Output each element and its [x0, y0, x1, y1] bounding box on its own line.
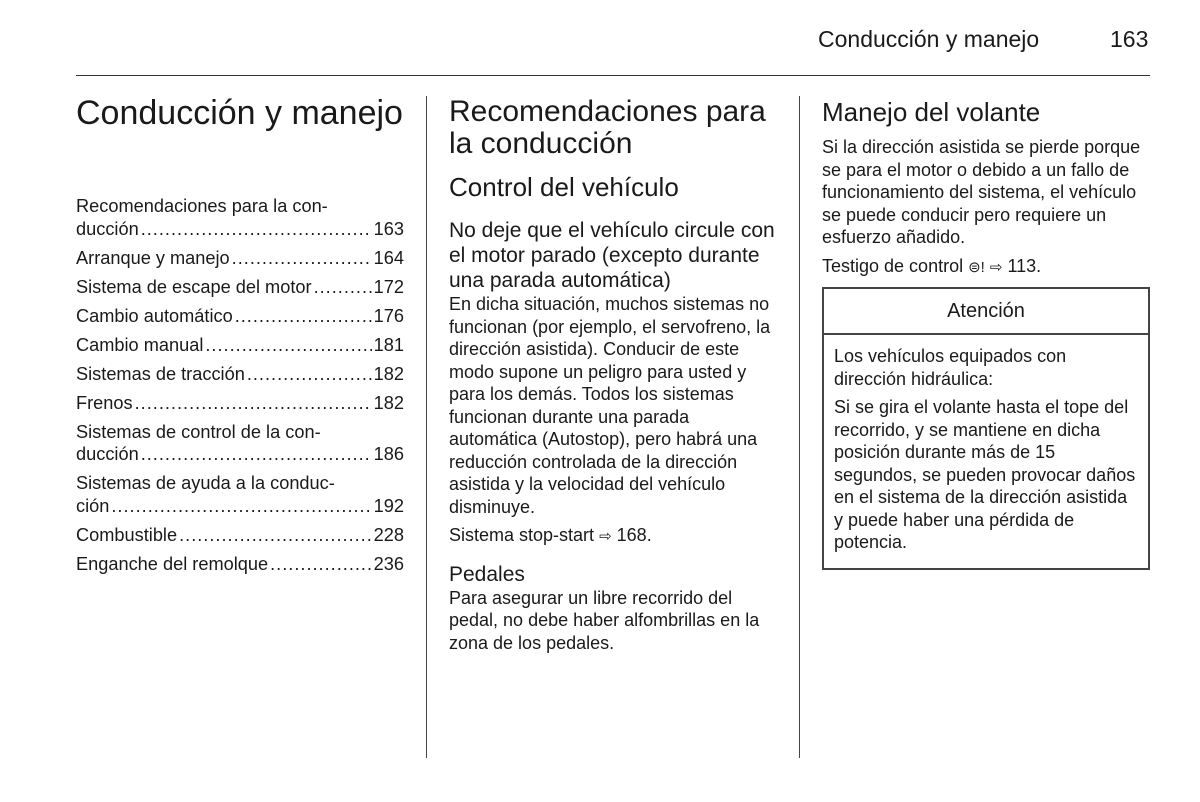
toc-entry-page: 182 — [373, 363, 404, 384]
toc-entry-page: 163 — [373, 218, 404, 239]
toc-entry-page: 176 — [373, 305, 404, 326]
toc-entry-label: ción — [76, 495, 110, 516]
toc-leader-dots — [314, 276, 372, 299]
toc-entry-prefix: Sistemas de ayuda a la conduc- — [76, 473, 335, 493]
column-divider-2 — [799, 96, 800, 758]
toc-entry-label: ducción — [76, 444, 139, 464]
toc-entry-label: Sistema de escape del motor — [76, 276, 312, 297]
toc-entry[interactable] — [76, 363, 404, 386]
toc-leader-dots — [270, 553, 372, 576]
indicator-reference[interactable] — [822, 255, 1150, 280]
power-steering-warning-icon: ⊜! — [968, 258, 985, 276]
attention-box — [822, 287, 1150, 570]
pedales-paragraph: Para asegurar un libre recorrido del pedal, no debe haber alfombrillas en la zona de los pedales. — [449, 587, 760, 653]
toc-leader-dots — [247, 363, 372, 386]
toc-entry-label: Frenos — [76, 392, 133, 413]
toc-entry[interactable] — [76, 334, 404, 357]
toc-leader-dots — [141, 443, 372, 466]
attention-body — [824, 335, 1148, 568]
cross-reference[interactable] — [449, 524, 777, 549]
table-of-contents — [76, 195, 404, 575]
section-title: Manejo del volante — [822, 97, 1041, 127]
indicator-label: Testigo de control — [822, 255, 964, 276]
header-rule — [76, 75, 1150, 76]
toc-entry[interactable] — [76, 247, 404, 270]
toc-leader-dots — [111, 495, 371, 518]
toc-entry[interactable] — [76, 195, 404, 240]
toc-entry-label: Arranque y manejo — [76, 247, 230, 268]
toc-entry-label: Cambio manual — [76, 334, 204, 355]
pedales-heading: Pedales — [449, 562, 525, 586]
toc-entry-page: 172 — [373, 276, 404, 297]
toc-entry-page: 228 — [373, 524, 404, 545]
page-reference-arrow-icon: ⇨ — [599, 528, 612, 545]
cross-reference-page: 168. — [616, 525, 652, 545]
attention-paragraph: Los vehículos equipados con dirección hidráulica: — [834, 346, 1067, 389]
attention-paragraph: Si se gira el volante hasta el tope del recorrido, y se mantiene en dicha posición durante más de 15 segundos, se pueden provocar daños en el sistema de la dirección asistida y puede haber una pérdida de potencia. — [834, 397, 1136, 552]
body-paragraph: Si la dirección asistida se pierde porque se para el motor o debido a un fallo de funcionamiento del sistema, el vehículo se puede conducir pero requiere un esfuerzo añadido. — [822, 137, 1141, 247]
subsection-title: Control del vehículo — [449, 172, 679, 202]
toc-leader-dots — [235, 305, 372, 328]
toc-entry-label: Combustible — [76, 524, 178, 545]
toc-entry-label: Cambio automático — [76, 305, 233, 326]
toc-entry[interactable] — [76, 472, 404, 517]
steering-column — [822, 92, 1150, 570]
attention-title: Atención — [824, 289, 1148, 335]
toc-leader-dots — [205, 334, 371, 357]
toc-entry-page: 192 — [373, 495, 404, 516]
cross-reference-label: Sistema stop-start — [449, 525, 595, 545]
chapter-column — [76, 92, 404, 582]
toc-entry[interactable] — [76, 305, 404, 328]
warning-heading: No deje que el vehículo circule con el motor parado (excepto durante una parada automática) — [449, 219, 775, 292]
toc-entry[interactable] — [76, 392, 404, 415]
toc-entry-page: 186 — [373, 444, 404, 464]
toc-entry-page: 236 — [373, 553, 404, 574]
toc-entry-page: 182 — [373, 392, 404, 413]
running-header-section: Conducción y manejo — [818, 26, 1040, 52]
page-number: 163 — [1110, 26, 1149, 52]
toc-entry-page: 181 — [373, 334, 404, 355]
page-reference-arrow-icon: ⇨ — [989, 258, 1003, 276]
toc-entry[interactable] — [76, 276, 404, 299]
toc-entry-prefix: Sistemas de control de la con- — [76, 421, 321, 442]
toc-entry-prefix: Recomendaciones para la con- — [76, 196, 328, 216]
toc-entry-label: Sistemas de tracción — [76, 363, 245, 384]
column-divider-1 — [426, 96, 427, 758]
driving-recommendations-column — [449, 92, 777, 660]
toc-entry[interactable] — [76, 553, 404, 576]
indicator-page: 113. — [1007, 255, 1042, 276]
toc-leader-dots — [135, 392, 372, 415]
toc-leader-dots — [179, 524, 372, 547]
toc-entry-label: Enganche del remolque — [76, 553, 269, 574]
chapter-title: Conducción y manejo — [76, 94, 403, 132]
toc-leader-dots — [141, 218, 372, 241]
toc-entry-page: 164 — [373, 247, 404, 268]
toc-entry[interactable] — [76, 524, 404, 547]
toc-leader-dots — [232, 247, 372, 270]
toc-entry-label: ducción — [76, 218, 139, 239]
toc-entry[interactable] — [76, 421, 404, 466]
section-title: Recomendaciones para la conducción — [449, 95, 766, 160]
body-paragraph: En dicha situación, muchos sistemas no funcionan (por ejemplo, el servofreno, la dirección asistida). Conducir de este modo supone un peligro para usted y para los demás. Todos los sistemas funcionan durante una parada automática (Autostop), pero habrá una reducción controlada de la dirección asistida y la velocidad del vehículo disminuye. — [449, 294, 771, 517]
